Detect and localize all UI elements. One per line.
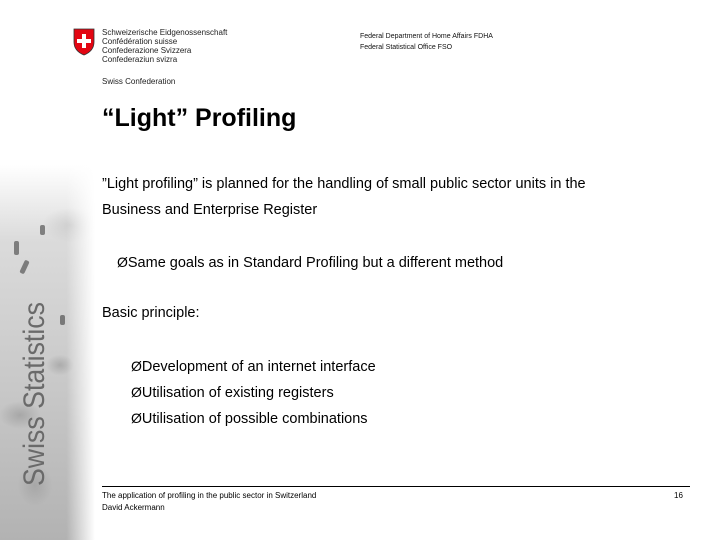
basic-principle-heading: Basic principle: — [102, 305, 200, 321]
department-line: Federal Department of Home Affairs FDHA — [360, 33, 493, 40]
swiss-statistics-brand — [14, 300, 54, 490]
person-figure — [40, 225, 45, 235]
principle-text: Utilisation of existing registers — [141, 385, 334, 401]
bullet-text: Same goals as in Standard Profiling but a different method — [127, 255, 504, 271]
confederation-line: Confederazione Svizzera — [102, 46, 192, 55]
confederation-line: Confederaziun svizra — [102, 55, 178, 64]
person-figure — [19, 260, 29, 275]
principle-text: Utilisation of possible combinations — [141, 411, 368, 427]
principle-item — [131, 383, 334, 402]
confederation-line: Schweizerische Eidgenossenschaft — [102, 28, 228, 37]
department-line: Federal Statistical Office FSO — [360, 44, 453, 51]
confederation-line: Confédération suisse — [102, 37, 178, 46]
footer-title: The application of profiling in the public sector in Switzerland — [102, 491, 317, 500]
page-number: 16 — [674, 491, 683, 500]
confederation-names — [102, 28, 227, 86]
swiss-flag-logo — [72, 28, 96, 56]
footer-info — [102, 490, 316, 514]
confederation-english: Swiss Confederation — [102, 77, 176, 86]
principle-item — [131, 357, 376, 376]
department-info — [360, 31, 493, 53]
person-figure — [60, 315, 65, 325]
footer-author: David Ackermann — [102, 503, 165, 512]
principle-item — [131, 409, 368, 428]
person-figure — [14, 241, 19, 255]
brand-label: Swiss Statistics — [18, 300, 51, 486]
bullet-item — [117, 253, 503, 272]
footer-divider — [102, 486, 690, 487]
paragraph-line: Business and Enterprise Register — [102, 202, 318, 218]
slide-title: “Light” Profiling — [102, 104, 297, 132]
paragraph-line: ”Light profiling” is planned for the handling of small public sector units in the — [102, 176, 586, 192]
principle-text: Development of an internet interface — [141, 359, 376, 375]
